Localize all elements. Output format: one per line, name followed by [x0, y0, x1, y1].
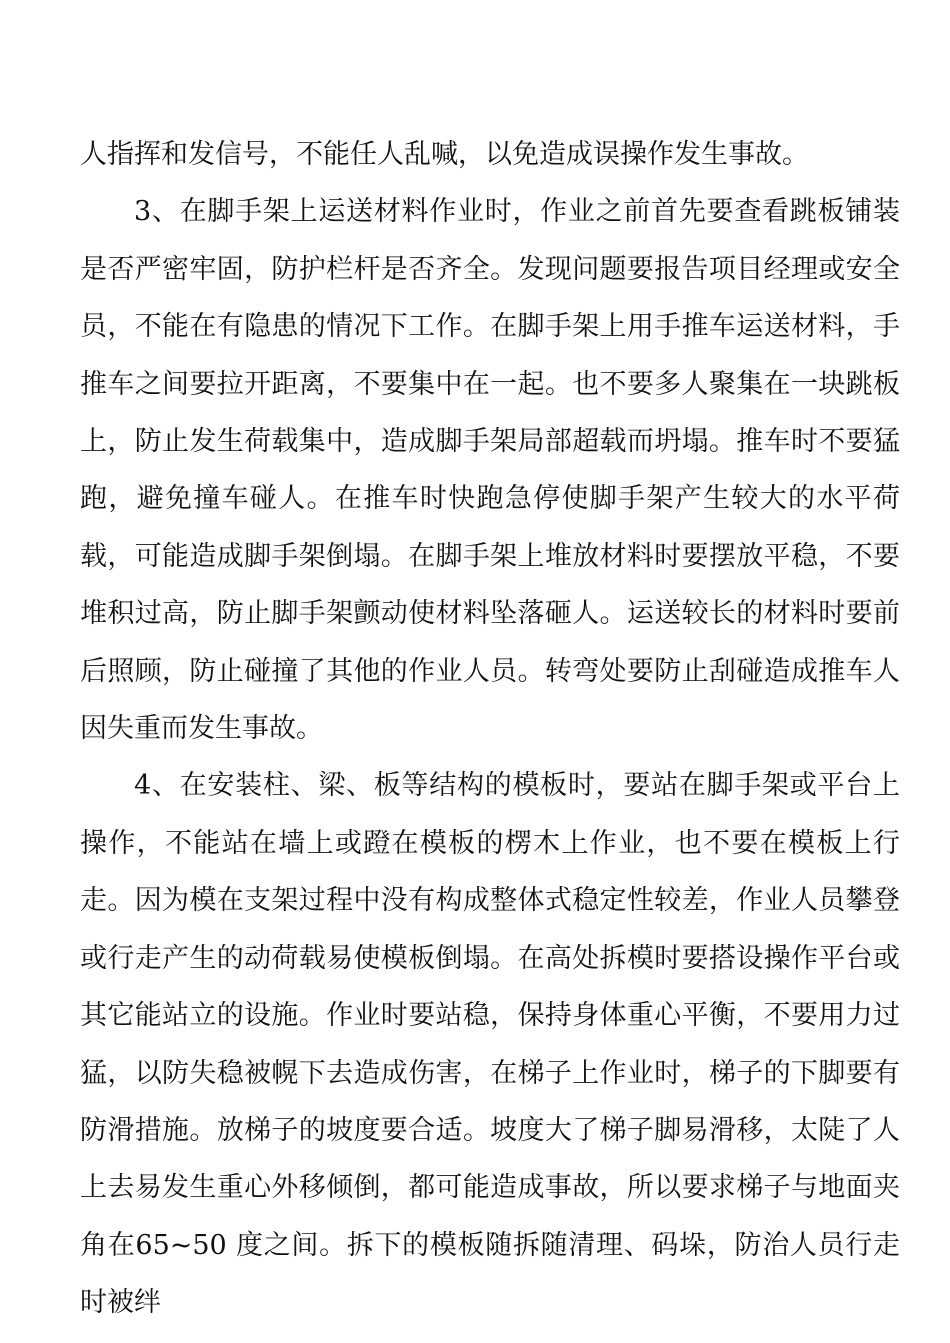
paragraph-continuation: 人指挥和发信号，不能任人乱喊，以免造成误操作发生事故。 [80, 139, 809, 170]
body-text [80, 126, 900, 1332]
paragraph-item-4: 4、在安装柱、梁、板等结构的模板时，要站在脚手架或平台上操作，不能站在墙上或蹬在模板的楞木上作业，也不要在模板上行走。因为模在支架过程中没有构成整体式稳定性较差，作业人员攀登或行走产生的动荷载易使模板倒塌。在高处拆模时要搭设操作平台或其它能站立的设施。作业时要站稳，保持身体重心平衡，不要用力过猛，以防失稳被幌下去造成伤害，在梯子上作业时，梯子的下脚要有防滑措施。放梯子的坡度要合适。坡度大了梯子脚易滑移，太陡了人上去易发生重心外移倾倒，都可能造成事故，所以要求梯子与地面夹角在65~50 度之间。拆下的模板随拆随清理、码垛，防治人员行走时被绊 [80, 770, 900, 1319]
paragraph-item-3: 3、在脚手架上运送材料作业时，作业之前首先要查看跳板铺装是否严密牢固，防护栏杆是否齐全。发现问题要报告项目经理或安全员，不能在有隐患的情况下工作。在脚手架上用手推车运送材料，手推车之间要拉开距离，不要集中在一起。也不要多人聚集在一块跳板上，防止发生荷载集中，造成脚手架局部超载而坍塌。推车时不要猛跑，避免撞车碰人。在推车时快跑急停使脚手架产生较大的水平荷载，可能造成脚手架倒塌。在脚手架上堆放材料时要摆放平稳，不要堆积过高，防止脚手架颤动使材料坠落砸人。运送较长的材料时要前后照顾，防止碰撞了其他的作业人员。转弯处要防止刮碰造成推车人因失重而发生事故。 [80, 196, 900, 745]
